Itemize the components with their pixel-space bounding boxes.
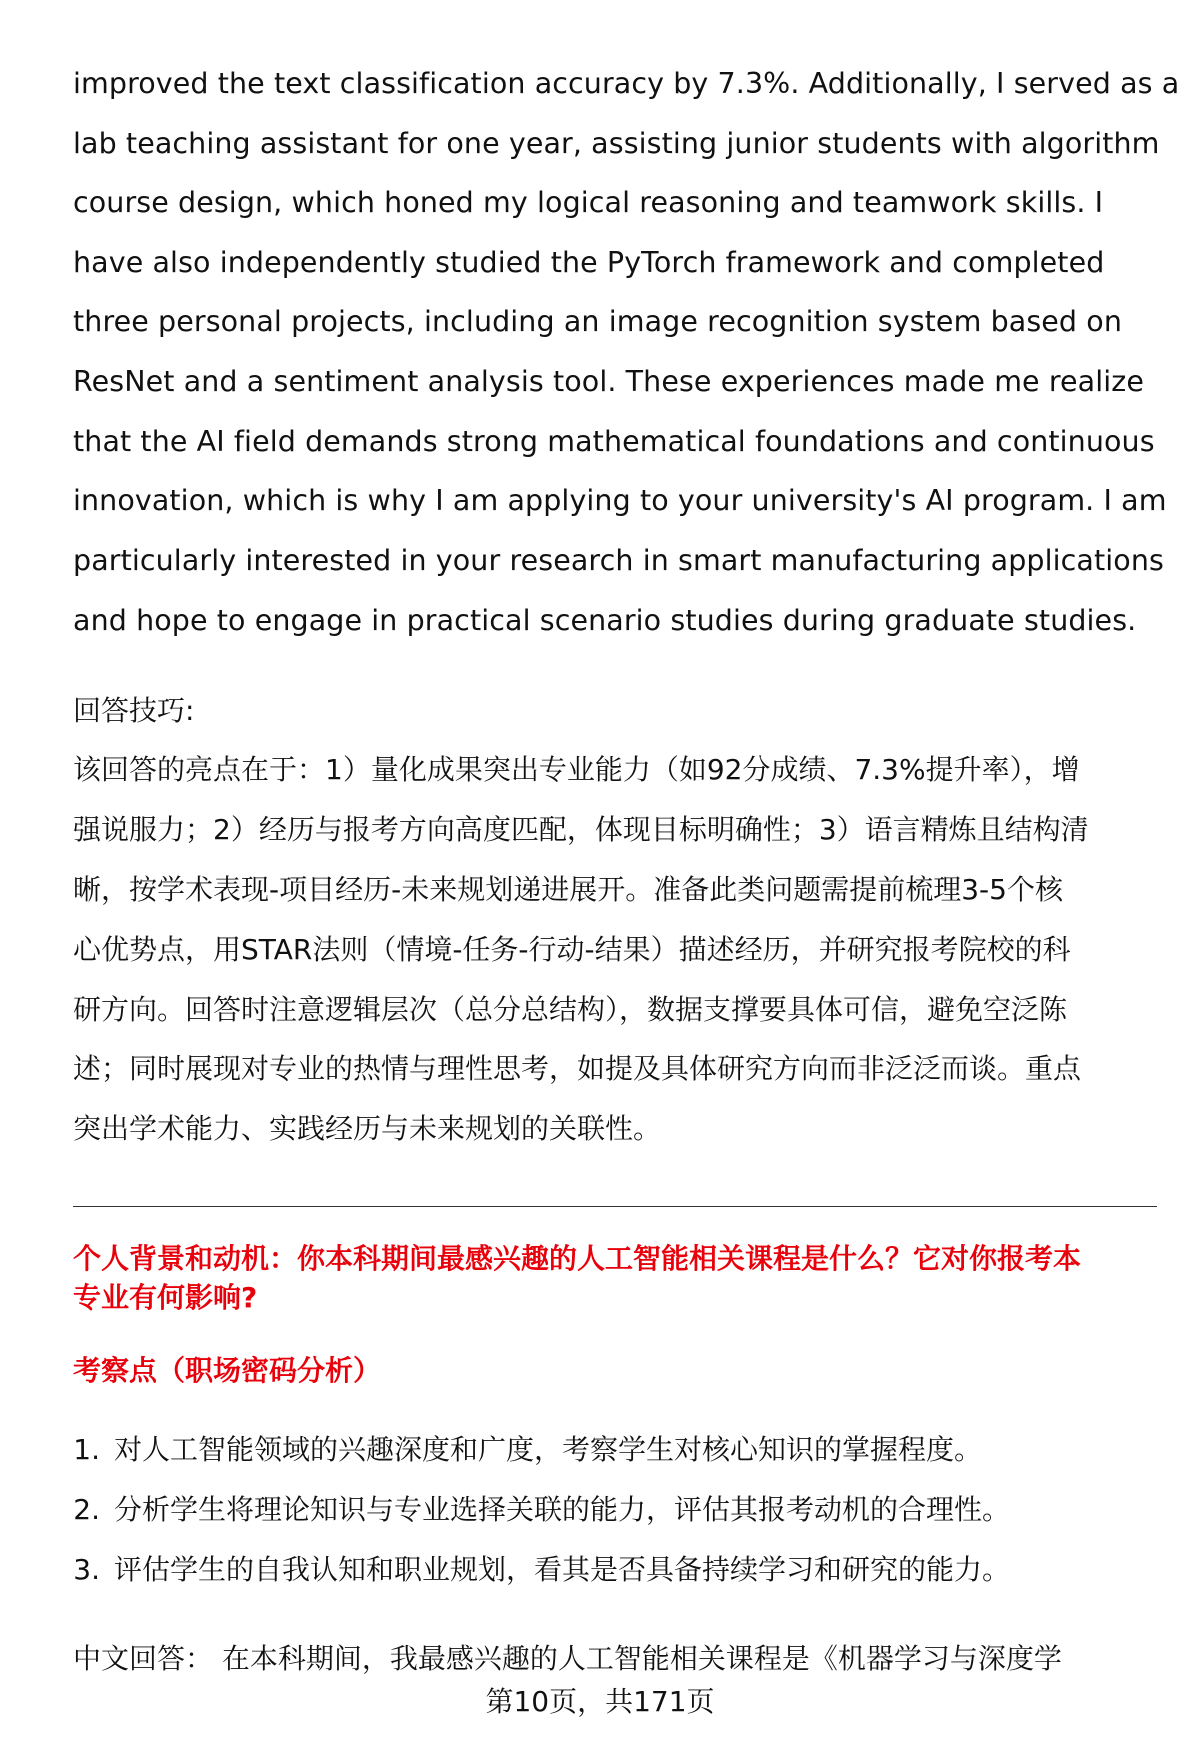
chinese-answer-start: 中文回答： 在本科期间，我最感兴趣的人工智能相关课程是《机器学习与深度学 xyxy=(73,1642,1062,1675)
tips-label: 回答技巧: xyxy=(73,694,195,727)
focus-item xyxy=(60,1493,1010,1527)
paragraph-line: particularly interested in your research in smart manufacturing applications xyxy=(73,544,1164,577)
list-number: 3. xyxy=(73,1553,100,1586)
paragraph-line: innovation, which is why I am applying to your university's AI program. I am xyxy=(73,484,1167,517)
list-number: 2. xyxy=(73,1493,100,1526)
list-text: 评估学生的自我认知和职业规划，看其是否具备持续学习和研究的能力。 xyxy=(114,1553,1011,1586)
paragraph-line: lab teaching assistant for one year, assisting junior students with algorithm xyxy=(73,127,1160,160)
question-heading-line: 个人背景和动机：你本科期间最感兴趣的人工智能相关课程是什么？它对你报考本 xyxy=(73,1242,1082,1275)
page-number: 第10页，共171页 xyxy=(485,1685,715,1718)
tips-line: 强说服力；2）经历与报考方向高度匹配，体现目标明确性；3）语言精炼且结构清 xyxy=(73,813,1089,846)
paragraph-line: have also independently studied the PyTorch framework and completed xyxy=(73,246,1105,279)
paragraph-line: improved the text classification accuracy by 7.3%. Additionally, I served as a xyxy=(73,67,1180,100)
tips-line: 心优势点，用STAR法则（情境-任务-行动-结果）描述经历，并研究报考院校的科 xyxy=(73,933,1071,966)
paragraph-line: three personal projects, including an image recognition system based on xyxy=(73,305,1122,338)
list-text: 分析学生将理论知识与专业选择关联的能力，评估其报考动机的合理性。 xyxy=(114,1493,1011,1526)
focus-item xyxy=(60,1553,1010,1587)
tips-line: 晰，按学术表现-项目经历-未来规划递进展开。准备此类问题需提前梳理3-5个核 xyxy=(73,873,1063,906)
tips-line: 突出学术能力、实践经历与未来规划的关联性。 xyxy=(73,1112,662,1145)
list-text: 对人工智能领域的兴趣深度和广度，考察学生对核心知识的掌握程度。 xyxy=(114,1433,983,1466)
tips-line: 研方向。回答时注意逻辑层次（总分总结构），数据支撑要具体可信，避免空泛陈 xyxy=(73,993,1068,1026)
paragraph-line: and hope to engage in practical scenario studies during graduate studies. xyxy=(73,604,1137,637)
section-divider xyxy=(73,1206,1157,1207)
list-number: 1. xyxy=(73,1433,100,1466)
question-heading-line: 专业有何影响? xyxy=(73,1281,258,1314)
paragraph-line: ResNet and a sentiment analysis tool. These experiences made me realize xyxy=(73,365,1144,398)
paragraph-line: course design, which honed my logical reasoning and teamwork skills. I xyxy=(73,186,1104,219)
tips-line: 述；同时展现对专业的热情与理性思考，如提及具体研究方向而非泛泛而谈。重点 xyxy=(73,1052,1082,1085)
focus-item xyxy=(60,1433,982,1467)
focus-title: 考察点（职场密码分析） xyxy=(73,1354,382,1387)
tips-line: 该回答的亮点在于：1）量化成果突出专业能力（如92分成绩、7.3%提升率），增 xyxy=(73,753,1080,786)
paragraph-line: that the AI field demands strong mathematical foundations and continuous xyxy=(73,425,1155,458)
